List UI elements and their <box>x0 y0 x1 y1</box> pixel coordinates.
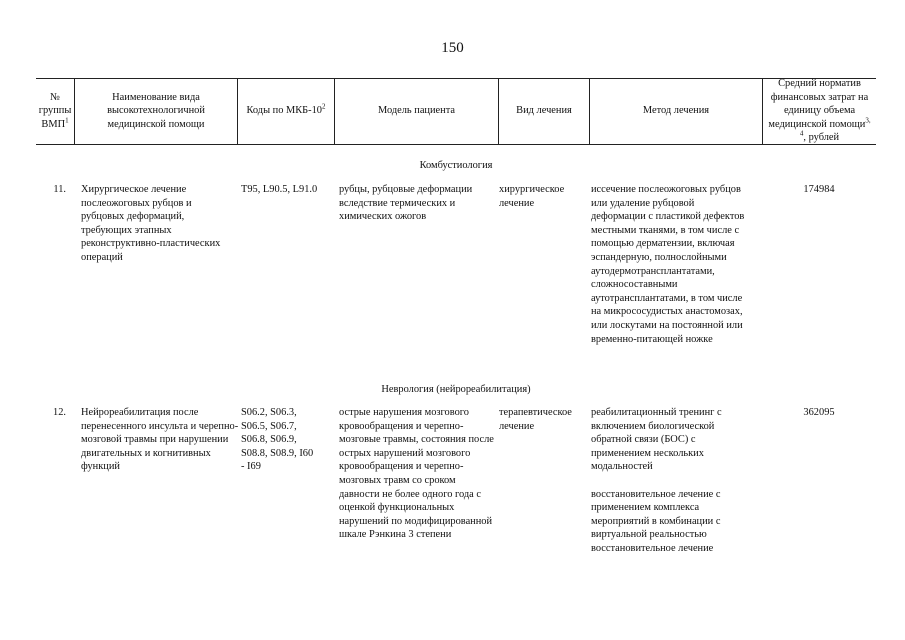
row-11-treatment-method: иссечение послеожоговых рубцов или удаление рубцовой деформации с пластикой дефектов местными тканями, в том числе с помощью дерматензии, включая эспандерную, полнослойными аутодермотрансплантатами, сложносоставными аутотрансплантатами, в том числе на микрососудистых анастомозах, или лоскутами на постоянной или временно-питающей ножке <box>591 184 745 345</box>
row-11-average-cost: 174984 <box>803 184 835 195</box>
row-12-icd-codes: S06.2, S06.3, S06.5, S06.7, S06.8, S06.9, S08.8, S08.9, I60 - I69 <box>241 407 314 473</box>
header-number-line-3: ВМП <box>41 118 66 130</box>
row-12-care-name: Нейрореабилитация после перенесенного инсульта и черепно-мозговой травмы при нарушении двигательных и когнитивных функций <box>81 407 239 473</box>
header-icd-codes <box>237 78 334 144</box>
header-treatment-method-text: Метод лечения <box>642 105 710 117</box>
header-care-name-text: Наименование вида высокотехнологичной медицинской помощи <box>107 91 205 130</box>
header-patient-model-text: Модель пациента <box>377 105 456 117</box>
header-average-cost-text: Средний норматив финансовых затрат на единицу объема медицинской помощи <box>768 78 869 130</box>
row-12-method-paragraph-2: восстановительное лечение с применением комплекса мероприятий в комбинации с виртуальной реальностью восстановительное лечение <box>591 488 721 554</box>
row-12-method-paragraph-1: реабилитационный тренинг с включением биологической обратной связи (БОС) с применением нескольких модальностей <box>591 407 722 473</box>
header-treatment-method <box>589 78 762 144</box>
row-11-treatment-type: хирургическое лечение <box>499 184 565 209</box>
header-average-cost-unit: , рублей <box>803 132 840 144</box>
row-12-number: 12. <box>53 407 66 418</box>
footnote-2-mark: 2 <box>322 102 326 111</box>
section-title-neurology: Неврология (нейрореабилитация) <box>381 384 531 395</box>
row-12-treatment-type: терапевтическое лечение <box>499 407 572 432</box>
row-12-average-cost: 362095 <box>803 407 835 418</box>
header-patient-model <box>334 78 498 144</box>
page-number: 150 <box>441 40 464 56</box>
row-11-icd-codes: T95, L90.5, L91.0 <box>241 184 318 195</box>
header-group-number <box>36 78 74 144</box>
table-header-rule <box>36 144 876 145</box>
footnote-1-mark: 1 <box>65 116 69 125</box>
row-11-care-name: Хирургическое лечение послеожоговых рубцов и рубцовых деформаций, требующих этапных реконструктивно-пластических операций <box>81 184 221 263</box>
header-treatment-type <box>498 78 589 144</box>
header-number-line-2: группы <box>38 105 72 117</box>
section-title-combustiology: Комбустиология <box>419 160 493 171</box>
header-treatment-type-text: Вид лечения <box>516 105 572 117</box>
row-11-patient-model: рубцы, рубцовые деформации вследствие термических и химических ожогов <box>339 184 473 223</box>
footnote-3-4-mark: 3, 4 <box>799 116 871 138</box>
header-icd-codes-text: Коды по МКБ-10 <box>246 105 322 117</box>
header-average-cost <box>762 78 876 144</box>
row-12-patient-model: острые нарушения мозгового кровообращения и черепно-мозговые травмы, состояния после острых нарушений мозгового кровообращения и черепно-мозговых травм со сроком давности не более одного года с оценкой функциональных нарушений по модифицированной шкале Рэнкина 3 степени <box>339 407 494 541</box>
header-number-line-1: № <box>50 91 60 103</box>
paragraph-gap <box>591 474 747 488</box>
row-12-treatment-method <box>591 406 747 556</box>
row-11-number: 11. <box>53 184 66 195</box>
header-care-name <box>74 78 237 144</box>
